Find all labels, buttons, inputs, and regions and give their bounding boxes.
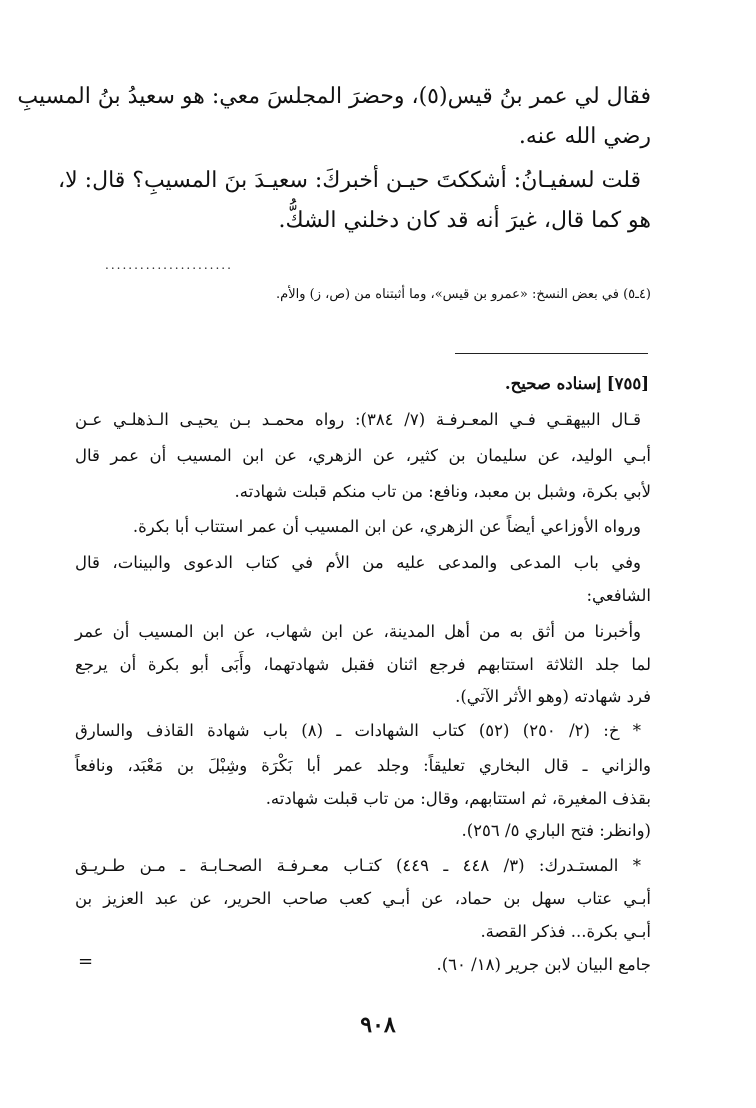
commentary-line: وأخبرنا من أثق به من أهل المدينة، عن ابن شهاب، عن ابن المسيب أن عمر — [75, 622, 641, 641]
commentary-line: أبـي بكرة... فذكر القصة. — [480, 922, 651, 941]
commentary-heading: [٧٥٥] إسناده صحيح. — [504, 374, 649, 393]
section-divider — [455, 353, 648, 354]
commentary-line: الشافعي: — [586, 586, 651, 605]
commentary-line: (وانظر: فتح الباري ٥/ ٢٥٦). — [461, 821, 651, 840]
commentary-line: بقذف المغيرة، ثم استتابهم، وقال: من تاب قبلت شهادته. — [265, 789, 651, 808]
commentary-line: أبـي عتاب سهل بن حماد، عن أبـي كعب صاحب الحرير، عن عبد العزيز بن — [75, 889, 651, 908]
continuation-mark: = — [78, 951, 94, 972]
commentary-line: جامع البيان لابن جرير (١٨/ ٦٠). — [436, 955, 651, 974]
main-text-line: هو كما قال، غيرَ أنه قد كان دخلني الشكُّ. — [278, 208, 651, 233]
commentary-line: لما جلد الثلاثة استتابهم فرجع اثنان فقبل شهادتهما، وأَبَى أبو بكرة أن يرجع — [75, 655, 651, 674]
footnote: (٤ـ٥) في بعض النسخ: «عمرو بن قيس»، وما أثبتناه من (ص، ز) والأم. — [276, 287, 651, 302]
commentary-line: * المستـدرك: (٣/ ٤٤٨ ـ ٤٤٩) كتـاب معـرفـة الصحـابـة ـ مـن طـريـق — [75, 856, 642, 875]
commentary-line: * خ: (٢/ ٢٥٠) (٥٢) كتاب الشهادات ـ (٨) باب شهادة القاذف والسارق — [75, 721, 642, 740]
main-text-line: فقال لي عمر بنُ قيس(٥)، وحضرَ المجلسَ معي: هو سعيدُ بنُ المسيبِ — [17, 84, 651, 109]
commentary-line: فرد شهادته (وهو الأثر الآتي). — [455, 687, 651, 706]
commentary-line: لأبي بكرة، وشبل بن معبد، ونافع: من تاب منكم قبلت شهادته. — [234, 482, 651, 501]
page-number: ٩٠٨ — [360, 1012, 396, 1038]
commentary-line: قـال البيهقـي فـي المعـرفـة (٧/ ٣٨٤): رواه محمـد بـن يحيـى الـذهلـي عـن — [75, 410, 642, 429]
commentary-line: ورواه الأوزاعي أيضاً عن الزهري، عن ابن المسيب أن عمر استتاب أبا بكرة. — [132, 517, 641, 536]
footnote-separator: ...................... — [105, 258, 233, 272]
commentary-line: وفي باب المدعى والمدعى عليه من الأم في كتاب الدعوى والبينات، قال — [75, 553, 641, 572]
main-text-line: رضي الله عنه. — [518, 124, 651, 149]
commentary-line: أبـي الوليد، عن سليمان بن كثير، عن الزهري، عن ابن المسيب أن عمر قال — [75, 446, 651, 465]
commentary-line: والزاني ـ قال البخاري تعليقاً: وجلد عمر أبا بَكْرَة وشِبْلَ بن مَعْبَد، ونافعاً — [75, 756, 651, 775]
main-text-line: قلت لسفيـانُ: أشككتَ حيـن أخبركَ: سعيـدَ بنَ المسيبِ؟ قال: لا، — [58, 168, 641, 193]
